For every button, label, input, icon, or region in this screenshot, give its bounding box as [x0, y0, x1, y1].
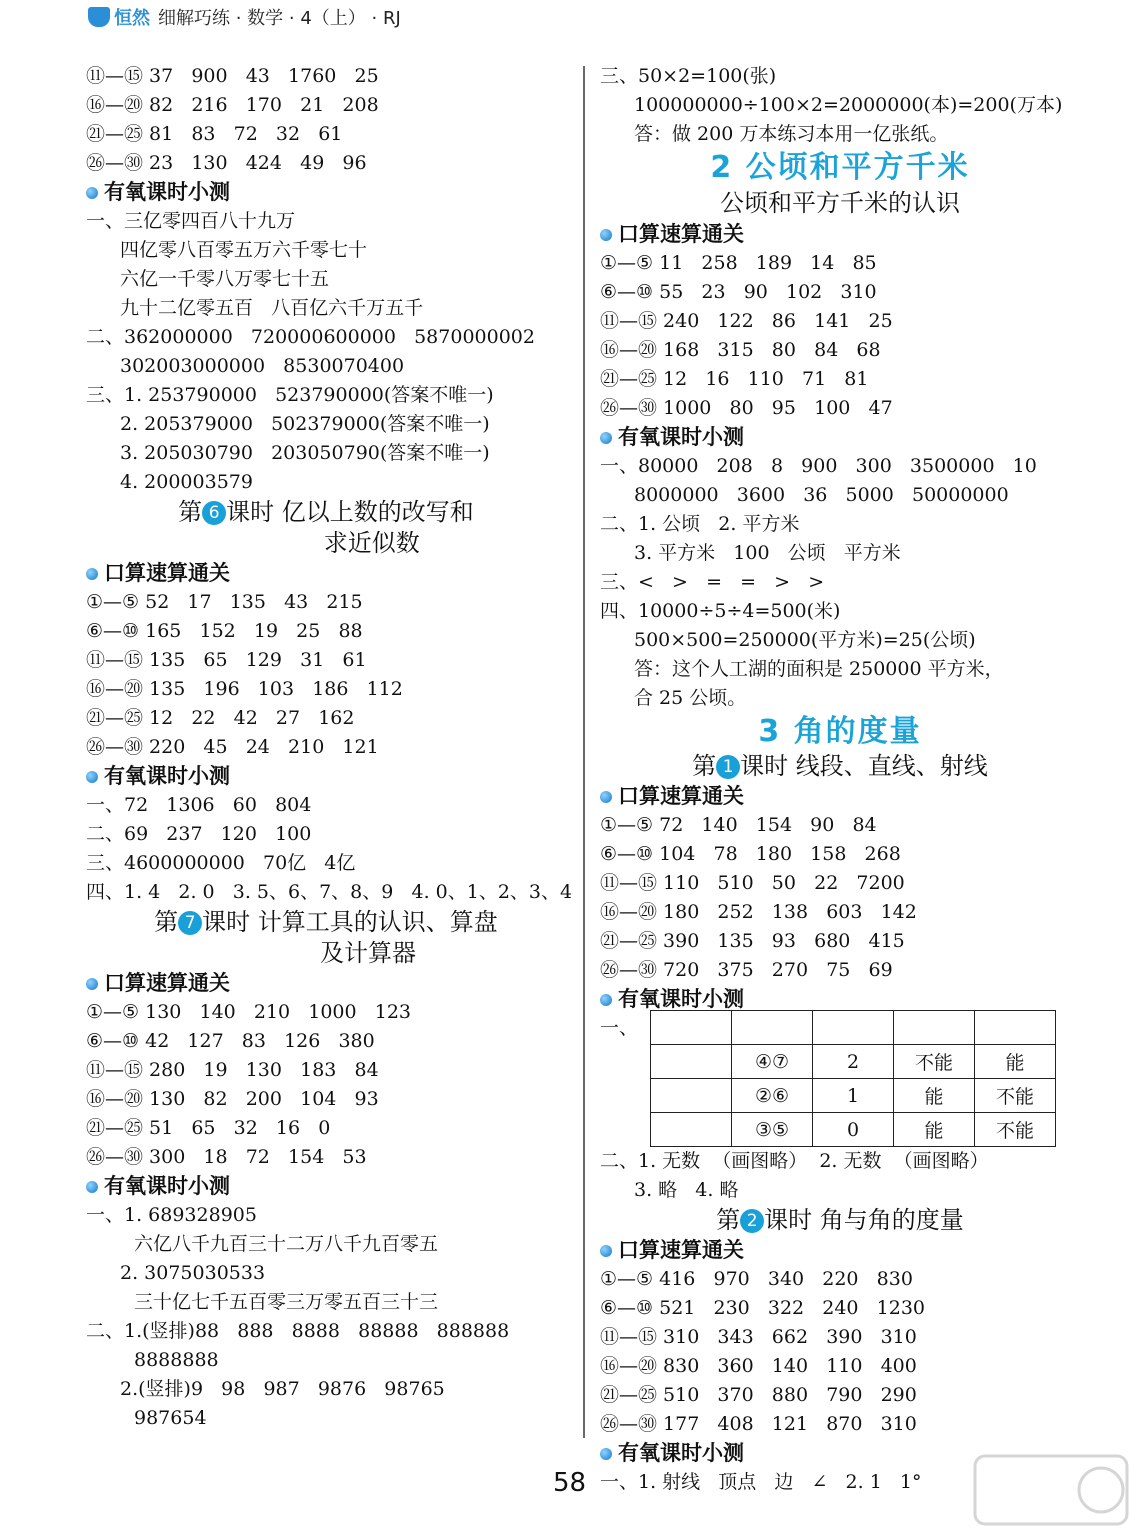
answer-line: 四亿零八百零五万六千零七十 — [120, 239, 368, 261]
answer-line: 三、< > = = > > — [600, 571, 825, 593]
answer-line: ⑥—⑩ 42 127 83 126 380 — [86, 1030, 375, 1052]
table-cell — [651, 1011, 732, 1045]
section-heading — [600, 1236, 1080, 1265]
answer-line: ⑥—⑩ 521 230 322 240 1230 — [600, 1297, 925, 1319]
lesson-number: 1 — [716, 755, 740, 779]
answer-line: ⑪—⑮ 110 510 50 22 7200 — [600, 872, 905, 894]
table-cell: ③⑤ — [732, 1113, 813, 1147]
publisher-logo — [88, 4, 150, 30]
section-heading-text: 口算速算通关 — [618, 784, 744, 808]
answer-line: 8000000 3600 36 5000 50000000 — [634, 484, 1009, 506]
section-heading — [600, 220, 1080, 249]
lesson-title — [600, 751, 1080, 782]
answer-line: 3. 略 4. 略 — [634, 1179, 739, 1201]
section-bullet-icon — [86, 568, 98, 580]
book-title: 细解巧练 · 数学 · 4（上） · RJ — [158, 8, 401, 29]
answer-line: 二、1. 公顷 2. 平方米 — [600, 513, 800, 535]
section-bullet-icon — [86, 771, 98, 783]
answer-line: 四、1. 4 2. 0 3. 5、6、7、8、9 4. 0、1、2、3、4 — [86, 881, 573, 903]
answer-line: ㉑—㉕ 12 22 42 27 162 — [86, 707, 355, 729]
answer-line: 500×500=250000(平方米)=25(公顷) — [634, 629, 976, 651]
lesson-name: 课时 线段、直线、射线 — [740, 752, 988, 780]
answer-line: ①—⑤ 72 140 154 90 84 — [600, 814, 877, 836]
table-cell — [813, 1011, 894, 1045]
answer-line: ⑥—⑩ 55 23 90 102 310 — [600, 281, 877, 303]
answer-line: ㉖—㉚ 720 375 270 75 69 — [600, 959, 893, 981]
table-row — [651, 1045, 1056, 1079]
section-heading-text: 口算速算通关 — [618, 222, 744, 246]
section-heading-text: 口算速算通关 — [104, 561, 230, 585]
table-row — [651, 1079, 1056, 1113]
section-heading-text: 有氧课时小测 — [104, 1174, 230, 1198]
section-bullet-icon — [600, 432, 612, 444]
answer-line: 二、362000000 720000600000 5870000002 — [86, 326, 535, 348]
lesson-name: 课时 亿以上数的改写和 — [226, 498, 474, 526]
answer-line: ①—⑤ 52 17 135 43 215 — [86, 591, 363, 613]
section-bullet-icon — [86, 187, 98, 199]
table-row — [651, 1011, 1056, 1045]
answer-line: ㉖—㉚ 177 408 121 870 310 — [600, 1413, 917, 1435]
section-bullet-icon — [600, 791, 612, 803]
lesson-title-continued: 求近似数 — [232, 529, 420, 557]
lesson-name: 课时 角与角的度量 — [764, 1206, 964, 1234]
table-cell: 0 — [813, 1113, 894, 1147]
answer-line: 2. 3075030533 — [120, 1262, 266, 1284]
answer-line: 三、1. 253790000 523790000(答案不唯一) — [86, 384, 494, 406]
answer-line: ①—⑤ 11 258 189 14 85 — [600, 252, 877, 274]
table-cell: 不能 — [975, 1113, 1056, 1147]
answer-line: 一、72 1306 60 804 — [86, 794, 312, 816]
lesson-number: 2 — [740, 1209, 764, 1233]
section-bullet-icon — [600, 229, 612, 241]
answer-line: 一、1. 689328905 — [86, 1204, 257, 1226]
answer-line: ⑯—⑳ 180 252 138 603 142 — [600, 901, 917, 923]
answer-line: ⑥—⑩ 165 152 19 25 88 — [86, 620, 363, 642]
answer-line: 8888888 — [134, 1349, 219, 1371]
left-column — [86, 62, 573, 1433]
answer-line: 302003000000 8530070400 — [120, 355, 405, 377]
answer-line: ⑪—⑮ 280 19 130 183 84 — [86, 1059, 379, 1081]
section-heading-text: 有氧课时小测 — [618, 425, 744, 449]
answer-line: ㉖—㉚ 1000 80 95 100 47 — [600, 397, 893, 419]
answer-line: 二、1.(竖排)88 888 8888 88888 888888 — [86, 1320, 510, 1342]
answer-line: ⑯—⑳ 830 360 140 110 400 — [600, 1355, 917, 1377]
section-heading — [86, 969, 566, 998]
table-cell — [651, 1113, 732, 1147]
answer-line: ⑯—⑳ 168 315 80 84 68 — [600, 339, 881, 361]
section-heading-text: 有氧课时小测 — [618, 1441, 744, 1465]
lesson-prefix: 第 — [692, 752, 717, 780]
answer-line: 一、三亿零四百八十九万 — [86, 210, 296, 232]
answer-line: ㉖—㉚ 220 45 24 210 121 — [86, 736, 379, 758]
table-cell — [651, 1045, 732, 1079]
answer-line: ㉑—㉕ 390 135 93 680 415 — [600, 930, 905, 952]
answer-line: 一、80000 208 8 900 300 3500000 10 — [600, 455, 1037, 477]
chapter-subtitle: 公顷和平方千米的认识 — [720, 189, 960, 217]
answer-line: ①—⑤ 130 140 210 1000 123 — [86, 1001, 411, 1023]
answer-line: ⑥—⑩ 104 78 180 158 268 — [600, 843, 901, 865]
section-bullet-icon — [86, 978, 98, 990]
answer-line: 987654 — [134, 1407, 207, 1429]
lesson-name: 课时 计算工具的认识、算盘 — [202, 908, 498, 936]
table-cell: 能 — [894, 1079, 975, 1113]
answer-line: 3. 平方米 100 公顷 平方米 — [634, 542, 901, 564]
column-divider — [583, 66, 585, 1438]
answer-line: ⑪—⑮ 135 65 129 31 61 — [86, 649, 367, 671]
section-bullet-icon — [600, 1448, 612, 1460]
answer-table — [650, 1010, 1056, 1147]
table-cell — [732, 1011, 813, 1045]
answer-line: ⑯—⑳ 130 82 200 104 93 — [86, 1088, 379, 1110]
lesson-number: 6 — [202, 501, 226, 525]
logo-text: 恒然 — [114, 8, 150, 29]
answer-line: 二、1. 无数 （画图略） 2. 无数 （画图略） — [600, 1150, 989, 1172]
table-cell: 2 — [813, 1045, 894, 1079]
lesson-title — [86, 907, 566, 938]
answer-line: ㉑—㉕ 12 16 110 71 81 — [600, 368, 869, 390]
table-cell: 1 — [813, 1079, 894, 1113]
section-heading-text: 有氧课时小测 — [104, 764, 230, 788]
answer-line: ①—⑤ 416 970 340 220 830 — [600, 1268, 913, 1290]
table-cell: 能 — [894, 1113, 975, 1147]
section-heading — [600, 423, 1080, 452]
answer-line: 合 25 公顷。 — [634, 687, 747, 709]
answer-line: 答：做 200 万本练习本用一亿张纸。 — [634, 123, 949, 145]
answer-line: 2. 205379000 502379000(答案不唯一) — [120, 413, 490, 435]
answer-line: ⑯—⑳ 135 196 103 186 112 — [86, 678, 403, 700]
page-header — [88, 4, 401, 30]
page-number: 58 — [552, 1468, 587, 1498]
answer-line: ㉑—㉕ 51 65 32 16 0 — [86, 1117, 331, 1139]
answer-table-row: 一、 ④⑦ 2 不能 能 ②⑥ 1 能 不能 ③⑤ 0 能 不能 — [600, 1014, 1080, 1147]
answer-line: 答：这个人工湖的面积是 250000 平方米， — [634, 658, 1004, 680]
table-cell — [894, 1011, 975, 1045]
chapter-title: 3 角的度量 — [758, 714, 922, 749]
answer-line: ㉖—㉚ 300 18 72 154 53 — [86, 1146, 367, 1168]
logo-icon — [88, 7, 110, 27]
lesson-prefix: 第 — [154, 908, 179, 936]
answer-line: 六亿一千零八万零七十五 — [120, 268, 330, 290]
watermark-stamp — [971, 1450, 1131, 1530]
answer-line: 2.(竖排)9 98 987 9876 98765 — [120, 1378, 445, 1400]
answer-line: 一、1. 射线 顶点 边 ∠ 2. 1 1° — [600, 1471, 922, 1493]
table-cell: 不能 — [894, 1045, 975, 1079]
section-bullet-icon — [600, 994, 612, 1006]
section-bullet-icon — [86, 1181, 98, 1193]
chapter-title: 2 公顷和平方千米 — [710, 150, 970, 185]
answer-line: ㉑—㉕ 81 83 72 32 61 — [86, 123, 343, 145]
right-column — [600, 62, 1080, 1497]
section-heading — [86, 1172, 566, 1201]
answer-line: 3. 205030790 203050790(答案不唯一) — [120, 442, 490, 464]
lesson-title-continued: 及计算器 — [236, 939, 416, 967]
lesson-number: 7 — [178, 911, 202, 935]
answer-line: ⑪—⑮ 310 343 662 390 310 — [600, 1326, 917, 1348]
table-row — [651, 1113, 1056, 1147]
table-cell — [651, 1079, 732, 1113]
table-cell: 能 — [975, 1045, 1056, 1079]
table-cell: ②⑥ — [732, 1079, 813, 1113]
table-cell: ④⑦ — [732, 1045, 813, 1079]
section-heading — [86, 559, 566, 588]
section-bullet-icon — [600, 1245, 612, 1257]
answer-line: ⑯—⑳ 82 216 170 21 208 — [86, 94, 379, 116]
table-cell: 不能 — [975, 1079, 1056, 1113]
answer-line: 100000000÷100×2=2000000(本)=200(万本) — [634, 94, 1063, 116]
answer-line: 二、69 237 120 100 — [86, 823, 312, 845]
section-heading-text: 口算速算通关 — [618, 1238, 744, 1262]
answer-line: ⑪—⑮ 240 122 86 141 25 — [600, 310, 893, 332]
section-heading — [86, 762, 566, 791]
answer-line: 三、50×2=100(张) — [600, 65, 777, 87]
answer-line: 三十亿七千五百零三万零五百三十三 — [134, 1291, 439, 1313]
lesson-title — [86, 497, 566, 528]
answer-line: ㉖—㉚ 23 130 424 49 96 — [86, 152, 367, 174]
lesson-title — [600, 1205, 1080, 1236]
answer-line: 四、10000÷5÷4=500(米) — [600, 600, 841, 622]
lesson-prefix: 第 — [178, 498, 203, 526]
answer-line: ⑪—⑮ 37 900 43 1760 25 — [86, 65, 379, 87]
answer-line: 六亿八千九百三十二万八千九百零五 — [134, 1233, 439, 1255]
answer-line: 三、4600000000 70亿 4亿 — [86, 852, 356, 874]
section-heading-text: 口算速算通关 — [104, 971, 230, 995]
section-heading-text: 有氧课时小测 — [618, 987, 744, 1011]
answer-line: 九十二亿零五百 八百亿六千万五千 — [120, 297, 424, 319]
section-heading — [86, 178, 566, 207]
answer-line: ㉑—㉕ 510 370 880 790 290 — [600, 1384, 917, 1406]
section-heading — [600, 782, 1080, 811]
answer-line: 4. 200003579 — [120, 471, 253, 493]
lesson-prefix: 第 — [716, 1206, 741, 1234]
section-heading-text: 有氧课时小测 — [104, 180, 230, 204]
table-cell — [975, 1011, 1056, 1045]
